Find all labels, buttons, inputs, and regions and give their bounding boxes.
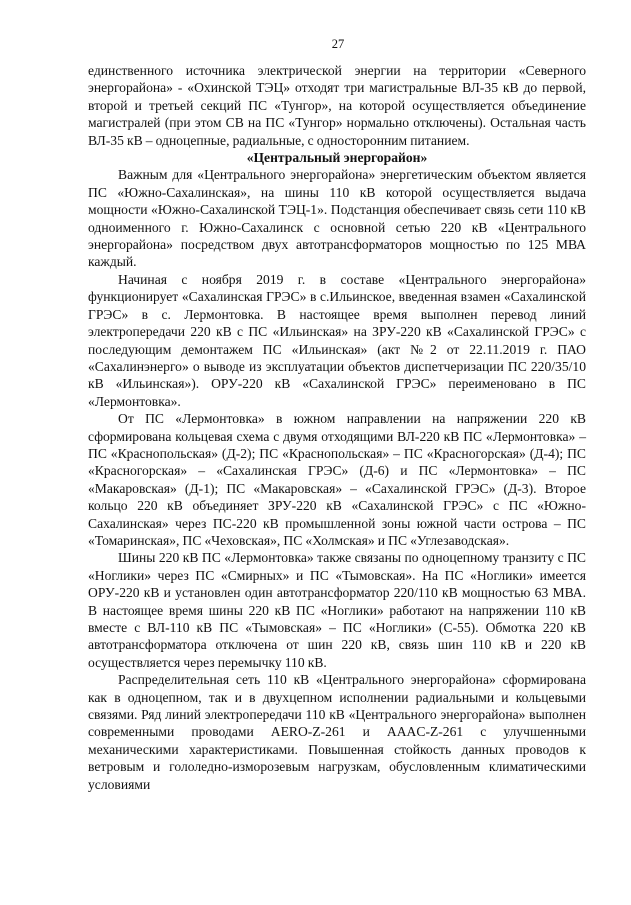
- paragraph-sakhalin-gres: Начиная с ноября 2019 г. в составе «Центрального энергорайона» функционирует «Сахалинская ГРЭС» в с.Ильинское, введенная взамен «Сахалинской ГРЭС» в с. Лермонтовка. В настоящее время выполнен перевод линий электропередачи 220 кВ с ПС «Ильинская» на ЗРУ-220 кВ «Сахалинской ГРЭС» с последующим демонтажем ПС «Ильинская» (акт №2 от 22.11.2019 г. ПАО «Сахалинэнерго» о выводе из эксплуатации объектов диспетчеризации ПС 220/35/10 кВ «Ильинская»). ОРУ-220 кВ «Сахалинской ГРЭС» переименовано в ПС «Лермонтовка».: [88, 271, 586, 409]
- paragraph-ring-scheme: От ПС «Лермонтовка» в южном направлении на напряжении 220 кВ сформирована кольцевая схема с двумя отходящими ВЛ-220 кВ ПС «Лермонтовка» – ПС «Краснопольская» (Д-2); ПС «Краснопольская» – ПС «Красногорская» (Д-4); ПС «Красногорская» – «Сахалинская ГРЭС» (Д-6) и ПС «Лермонтовка» – ПС «Макаровская» (Д-1); ПС «Макаровская» – «Сахалинской ГРЭС» (Д-3). Второе кольцо 220 кВ объединяет ЗРУ-220 кВ «Сахалинской ГРЭС» с ПС «Южно-Сахалинская» через ПС-220 кВ промышленной зоны южной части острова – ПС «Томаринская», ПС «Чеховская», ПС «Холмская» и ПС «Углезаводская».: [88, 411, 586, 548]
- paragraph-distribution-network: Распределительная сеть 110 кВ «Центрального энергорайона» сформирована как в одноцепном, так и в двухцепном исполнении радиальными и кольцевыми связями. Ряд линий электропередачи 110 кВ «Центрального энергорайона» выполнен современными проводами AERO-Z-261 и AAAC-Z-261 с улучшенными механическими характеристиками. Повышенная стойкость данных проводов к ветровым и гололедно-изморозевым нагрузкам, обусловленным климатическими условиями: [88, 672, 586, 792]
- page-number: 27: [331, 37, 345, 51]
- document-page: [88, 36, 586, 793]
- paragraph-yuzhno-sakhalinskaya: Важным для «Центрального энергорайона» энергетическим объектом является ПС «Южно-Сахалинская», на шины 110 кВ которой осуществляется выдача мощности «Южно-Сахалинской ТЭЦ-1». Подстанция обеспечивает связь сети 110 кВ одноименного г. Южно-Сахалинск с основной сетью 220 кВ «Центрального энергорайона» посредством двух автотрансформаторов мощностью по 125 МВА каждый.: [88, 167, 586, 270]
- paragraph-northern-region-end: единственного источника электрической энергии на территории «Северного энергорайона» - «Охинской ТЭЦ» отходят три магистральные ВЛ-35 кВ до первой, второй и третьей секций ПС «Тунгор», на которой осуществляется объединение магистралей (при этом СВ на ПС «Тунгор» нормально отключены). Остальная часть ВЛ-35 кВ – одноцепные, радиальные, с односторонним питанием.: [88, 63, 586, 148]
- section-heading: «Центральный энергорайон»: [246, 150, 428, 166]
- paragraph-nogliki-transit: Шины 220 кВ ПС «Лермонтовка» также связаны по одноцепному транзиту с ПС «Ноглики» через ПС «Смирных» и ПС «Тымовская». На ПС «Ноглики» имеется ОРУ-220 кВ и установлен один автотрансформатор 220/110 кВ мощностью 63 МВА. В настоящее время шины 220 кВ ПС «Ноглики» работают на напряжении 110 кВ вместе с ВЛ-110 кВ ПС «Тымовская» – ПС «Ноглики» (С-55). Обмотка 220 кВ автотрансформатора отключена от шин 220 кВ, связь шин 110 кВ и 220 кВ осуществляется через перемычку 110 кВ.: [88, 550, 586, 670]
